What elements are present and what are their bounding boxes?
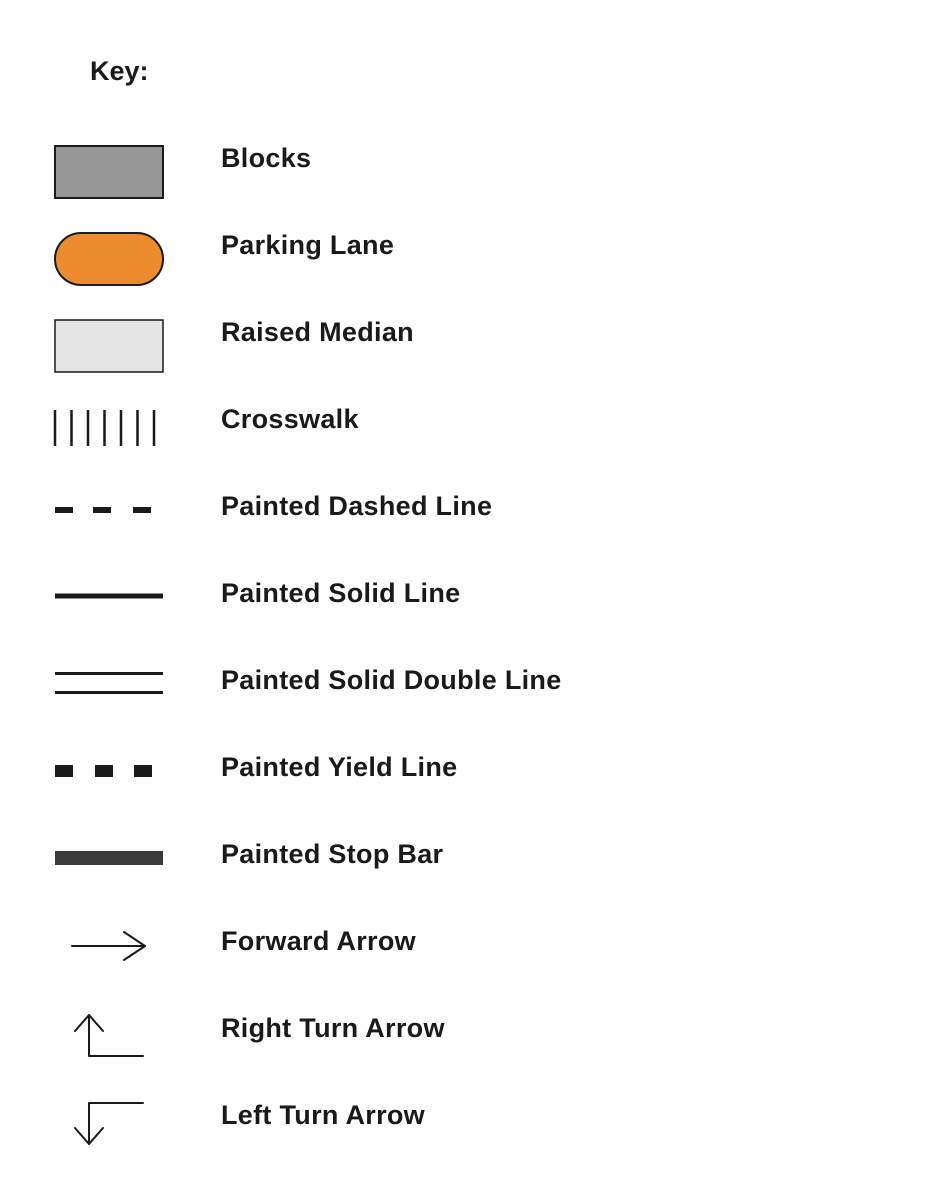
double-line-symbol	[50, 663, 170, 743]
legend-label-painted-yield-line: Painted Yield Line	[221, 752, 458, 782]
legend-item-painted-stop-bar	[0, 837, 927, 917]
legend-item-left-turn-arrow	[0, 1098, 927, 1178]
legend-item-crosswalk	[0, 402, 927, 482]
legend-item-raised-median	[0, 315, 927, 395]
legend-item-painted-yield-line	[0, 750, 927, 830]
legend-item-painted-solid-double-line	[0, 663, 927, 743]
legend-label-left-turn-arrow: Left Turn Arrow	[221, 1100, 425, 1130]
legend-label-right-turn-arrow: Right Turn Arrow	[221, 1013, 445, 1043]
legend-item-forward-arrow	[0, 924, 927, 1004]
legend-label-painted-solid-double-line: Painted Solid Double Line	[221, 665, 562, 695]
legend-label-blocks: Blocks	[221, 143, 312, 173]
legend-item-blocks	[0, 141, 927, 221]
yield-line-symbol	[50, 750, 170, 830]
legend-label-forward-arrow: Forward Arrow	[221, 926, 416, 956]
blocks-symbol	[50, 141, 170, 221]
legend-label-crosswalk: Crosswalk	[221, 404, 359, 434]
legend-label-painted-solid-line: Painted Solid Line	[221, 578, 461, 608]
legend-label-painted-dashed-line: Painted Dashed Line	[221, 491, 493, 521]
legend-label-painted-stop-bar: Painted Stop Bar	[221, 839, 444, 869]
parking-lane-symbol	[50, 228, 170, 308]
key-title: Key:	[90, 56, 149, 86]
legend-item-painted-solid-line	[0, 576, 927, 656]
forward-arrow-icon	[50, 924, 170, 1004]
left-turn-arrow-icon	[50, 1098, 170, 1178]
legend-item-parking-lane	[0, 228, 927, 308]
dashed-line-symbol	[50, 489, 170, 569]
solid-line-symbol	[50, 576, 170, 656]
legend-item-right-turn-arrow	[0, 1011, 927, 1091]
crosswalk-symbol	[50, 402, 170, 482]
raised-median-symbol	[50, 315, 170, 395]
legend-label-raised-median: Raised Median	[221, 317, 414, 347]
stop-bar-symbol	[50, 837, 170, 917]
right-turn-arrow-icon	[50, 1011, 170, 1091]
legend-label-parking-lane: Parking Lane	[221, 230, 395, 260]
legend-item-painted-dashed-line	[0, 489, 927, 569]
